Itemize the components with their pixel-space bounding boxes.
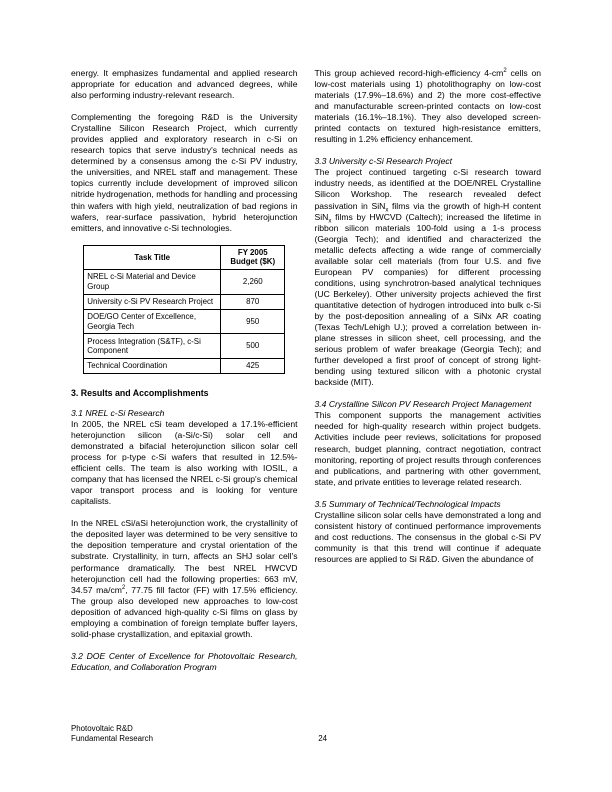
cell-task-title: Technical Coordination <box>84 358 221 373</box>
text-run-post: , 77.75 fill factor (FF) with 17.5% efficiency. The group also developed new approaches to low-cost deposition of advanced high-quality c-Si films on glass by employing a combination of foreign template buffer layers, solid-phase crystallization, and epitaxial growth. <box>71 584 298 639</box>
paragraph-3-1-heterojunction <box>71 518 298 640</box>
cell-budget-amount: 950 <box>221 309 285 334</box>
two-column-body <box>71 68 541 693</box>
subscript-x: x <box>385 207 389 214</box>
footer-program-name: Photovoltaic R&D <box>71 724 133 733</box>
column-header-fy2005-budget <box>221 245 285 270</box>
table-row <box>84 294 285 309</box>
subsection-heading-3-2: 3.2 DOE Center of Excellence for Photovoltaic Research, Education, and Collaboration Program <box>71 650 298 672</box>
cell-budget-amount: 2,260 <box>221 270 285 295</box>
cell-budget-amount: 870 <box>221 294 285 309</box>
page-number: 24 <box>318 734 327 744</box>
fy2005-budget-table <box>83 245 285 374</box>
paragraph-continuation-energy: energy. It emphasizes fundamental and applied research appropriate for education and advanced degrees, while also performing industry-relevant research. <box>71 68 298 101</box>
paragraph-3-1-nrel-research: In 2005, the NREL cSi team developed a 17.1%-efficient heterojunction silicon (a-Si/c-Si) solar cell and demonstrated a bifacial heterojunction silicon solar cell process for p-type c-Si wafers that resulted in 12.5%-efficient cells. The team is also working with IOSIL, a company that has licensed the NREL c-Si group's chemical vapor transport process and is looking for venture capitalists. <box>71 418 298 507</box>
column-header-task-title: Task Title <box>84 245 221 270</box>
table-header-row <box>84 245 285 270</box>
subsection-heading-3-1: 3.1 NREL c-Si Research <box>71 407 165 418</box>
paragraph-3-2-doe-center <box>315 68 542 145</box>
section-heading-3-results: 3. Results and Accomplishments <box>71 387 209 398</box>
header-line-2: Budget ($K) <box>230 257 276 267</box>
text-run-b: films via the growth of high-H content SiN <box>314 200 541 222</box>
subsection-heading-3-4: 3.4 Crystalline Silicon PV Research Project Management <box>314 399 532 410</box>
paragraph-complementing-rd: Complementing the foregoing R&D is the University Crystalline Silicon Research Project, which currently provides applied and exploratory research in c-Si on research topics that serve industry's technical needs as determined by a consensus among the c-Si PV industry, the universities, and NREL staff and management. These topics currently include development of improved silicon nitride hydrogenation, methods for handling and processing thin wafers with high yield, neutralization of bad regions in wafers, rear-surface passivation, hybrid heterojunction emitters, and innovative c-Si technologies. <box>71 112 298 233</box>
cell-task-title: DOE/GO Center of Excellence, Georgia Tech <box>84 309 221 334</box>
superscript-square: 2 <box>121 584 126 591</box>
text-run-post: cells on low-cost materials using 1) photolithography on low-cost materials (17.9%–18.6%) and 2) the more cost-effective and manufacturable screen-printed contacts on low-cost materials (16.1%–18.1%). They also developed screen-printed contacts on textured high-resistance emitters, resulting in 1.2% efficiency enhancement. <box>314 68 541 145</box>
subsection-heading-3-3: 3.3 University c-Si Research Project <box>314 156 453 167</box>
text-run-a: The project continued targeting c-Si research toward industry needs, as identified at the DOE/NREL Crystalline Silicon Workshop. The research revealed defect passivation in SiN <box>314 167 541 211</box>
budget-table-wrapper <box>71 245 298 374</box>
header-line-1: FY 2005 <box>237 247 268 257</box>
cell-task-title: University c-Si PV Research Project <box>84 294 221 309</box>
text-run-c: films by HWCVD (Caltech); increased the lifetime in ribbon silicon materials 100-fold using a 1-s process (Georgia Tech); and identified and characterized the metallic defects affecting a wide range of commercially available solar cell materials (from four U.S. and five European PV companies) for different processing conditions, using synchrotron-based analytical techniques (UC Berkeley). Other university projects achieved the first quantitative detection of hydrogen introduced into bulk c-Si by the post-deposition annealing of a SiNx AR coating (Texas Tech/Lehigh U.); proved a correlation between in-plane stresses in silicon sheet, cell processing, and the serious problem of wafer breakage (Georgia Tech); and further developed a first proof of concept of strong light-bending using textured silicon with a photonic crystal backside (MIT). <box>314 211 541 388</box>
subsection-heading-3-5: 3.5 Summary of Technical/Technological Impacts <box>314 498 501 509</box>
table-row <box>84 309 285 334</box>
cell-task-title: Process Integration (S&TF), c-Si Component <box>84 334 221 359</box>
paragraph-3-4-management: This component supports the management activities needed for high-quality research within project budgets. Activities include peer reviews, solicitations for proposed research, budget planning, contract negotiation, contract monitoring, reporting of project results through conferences and publications, and partnering with other government, state, and private entities to leverage related research. <box>314 410 541 487</box>
page-footer <box>71 724 541 744</box>
cell-budget-amount: 425 <box>221 358 285 373</box>
text-run-pre: In the NREL cSi/aSi heterojunction work, the crystallinity of the deposited layer was determined to be very sensitive to the deposition temperature and crystal orientation of the substrate. Crystallinity, in turn, affects an SHJ solar cell's performance dramatically. The best NREL HWCVD heterojunction cell had the following properties: 663 mV, 34.57 ma/cm <box>71 518 298 595</box>
cell-budget-amount: 500 <box>221 334 285 359</box>
table-row <box>84 358 285 373</box>
paragraph-3-5-summary: Crystalline silicon solar cells have demonstrated a long and consistent history of continued performance improvements and cost reductions. The consensus in the global c-Si PV community is that this trend will continue if adequate resources are applied to Si R&D. Given the abundance of <box>314 509 541 564</box>
superscript-square: 2 <box>503 68 507 75</box>
footer-inner <box>71 724 541 744</box>
subscript-x: x <box>328 218 332 225</box>
table-row <box>84 334 285 359</box>
table-row <box>84 270 285 295</box>
paragraph-3-3-university-project <box>315 167 542 388</box>
text-run-pre: This group achieved record-high-efficiency 4-cm <box>314 68 504 78</box>
footer-section-name: Fundamental Research <box>71 734 154 744</box>
cell-task-title: NREL c-Si Material and Device Group <box>84 270 221 295</box>
